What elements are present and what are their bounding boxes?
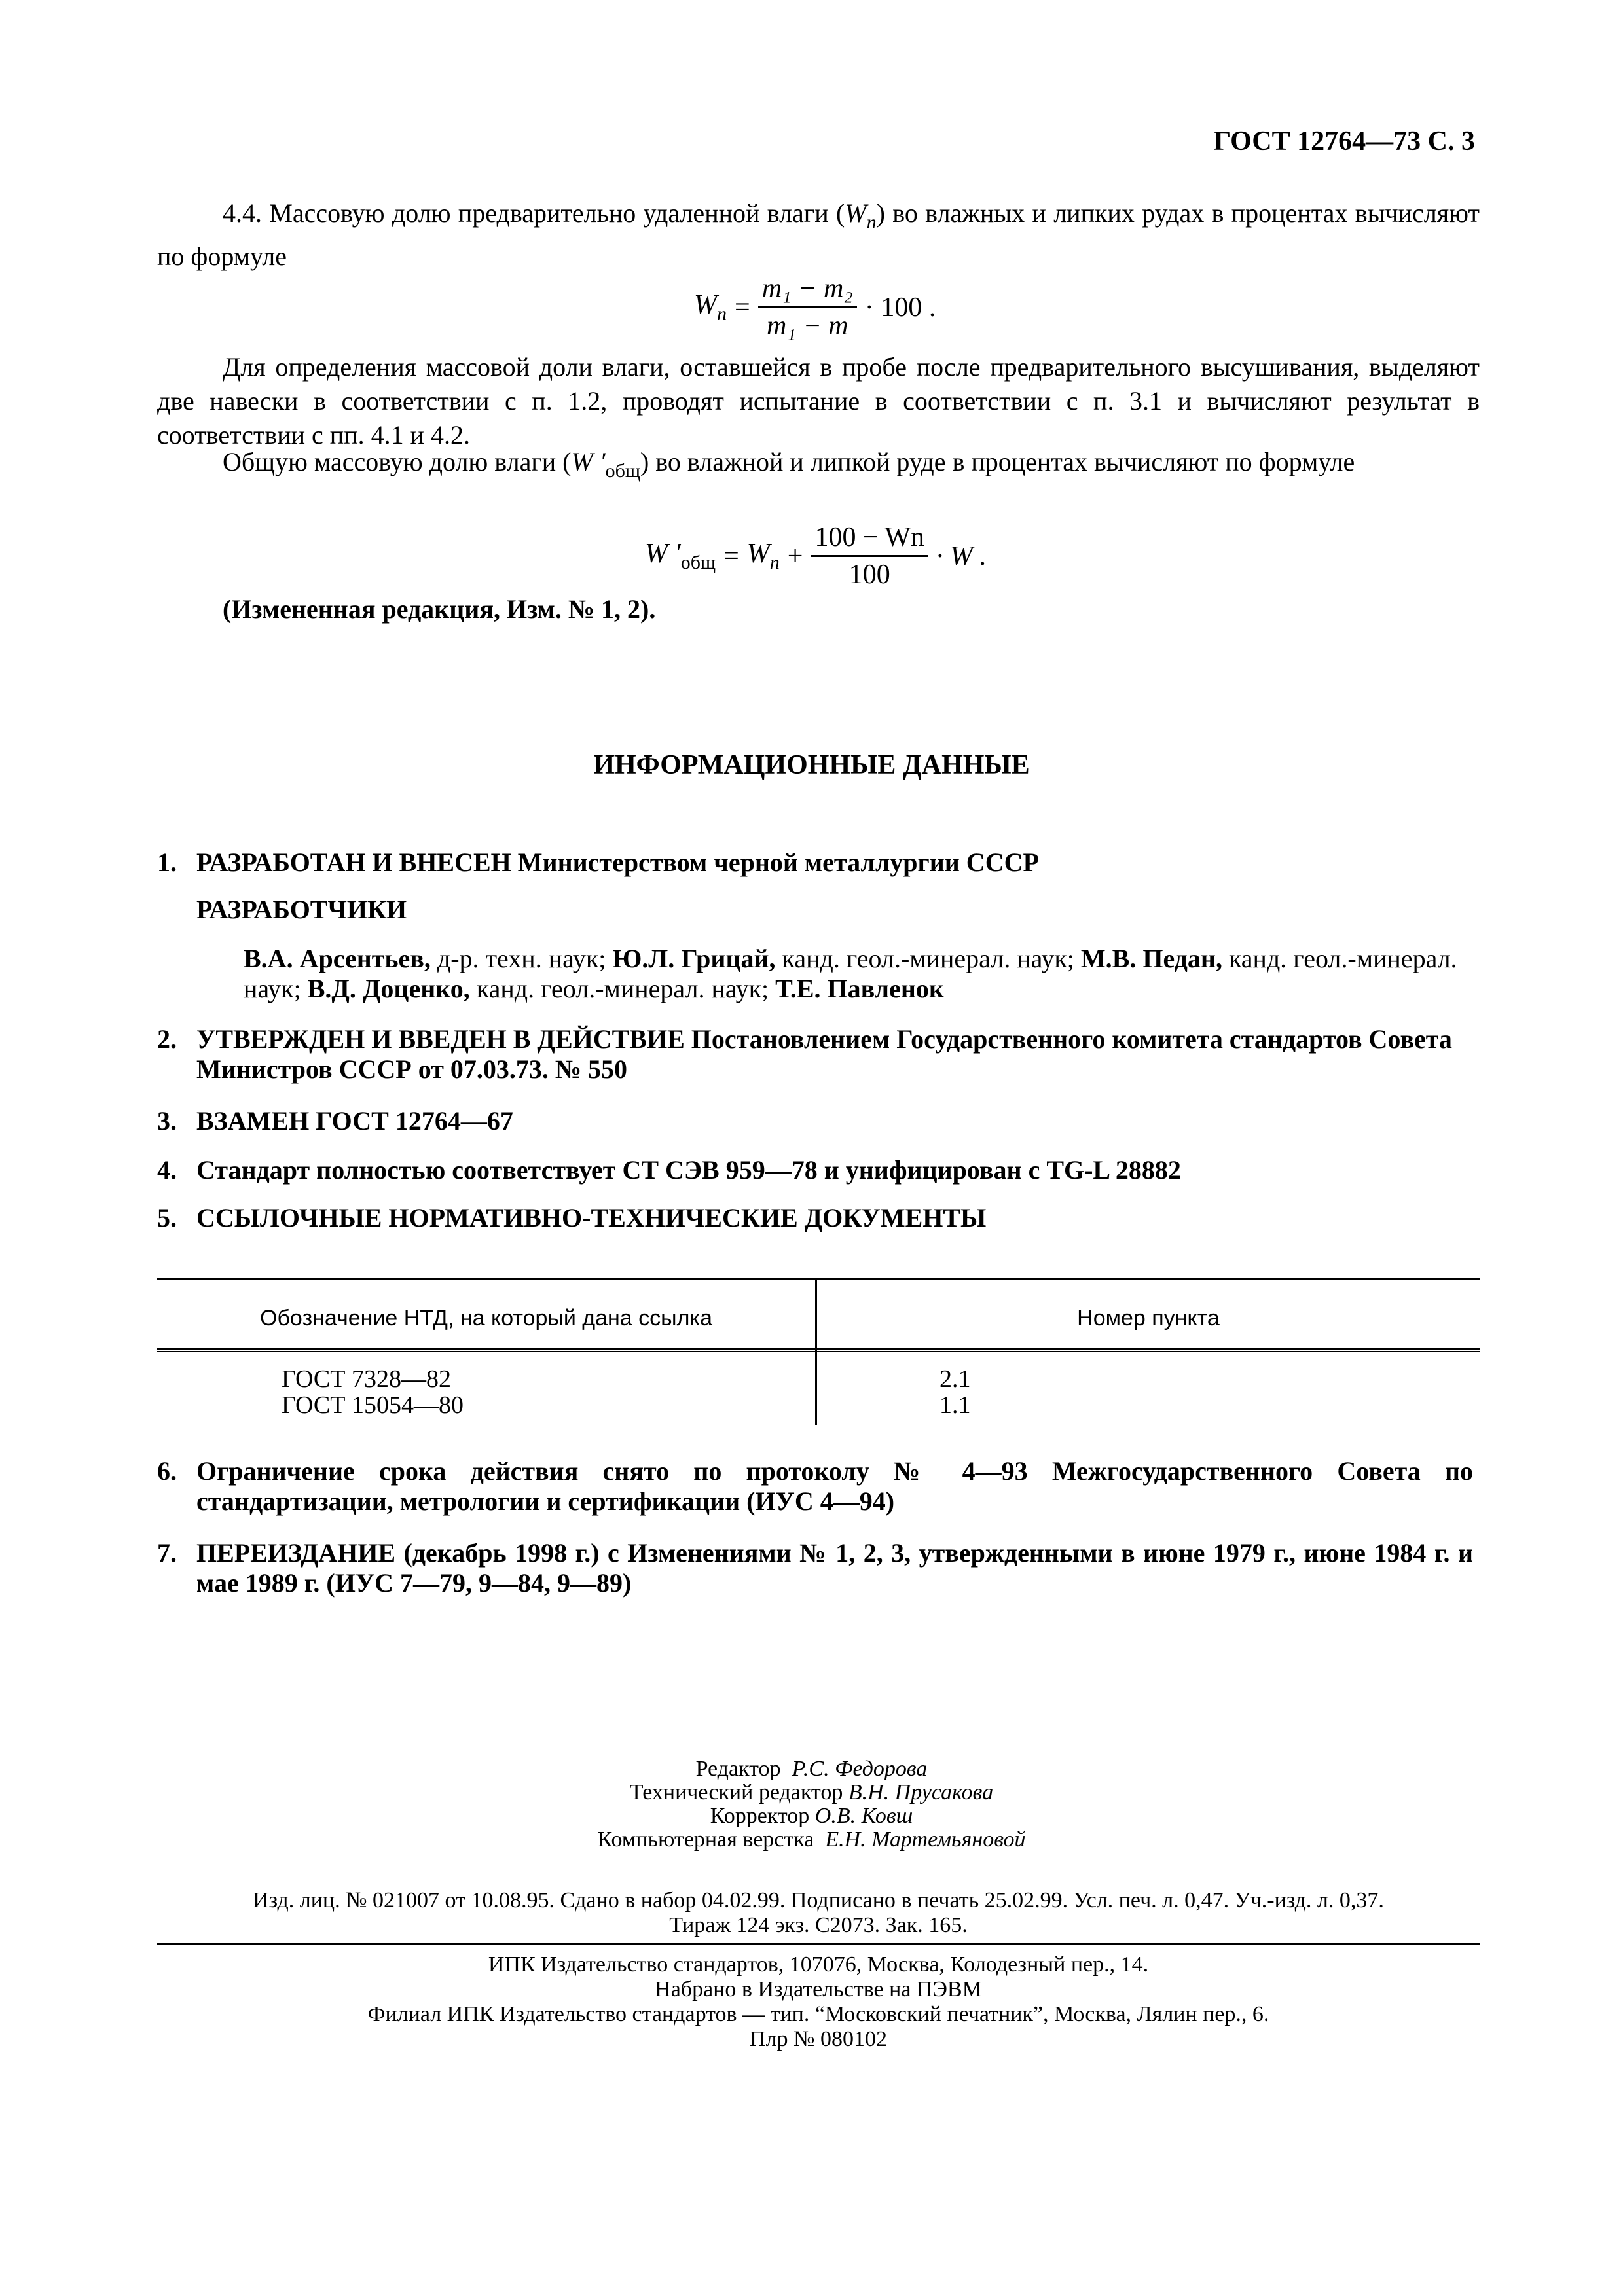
author-name: В.А. Арсентьев, — [244, 944, 431, 973]
author-name: Ю.Л. Грицай, — [612, 944, 776, 973]
credit-name: Р.С. Федорова — [792, 1757, 928, 1781]
imprint-line-2: Тираж 124 экз. С2073. Зак. 165. — [669, 1913, 968, 1937]
f2-lhs-sub: общ — [680, 552, 716, 573]
credit-line — [0, 1781, 1623, 1804]
author-title: канд. геол.-минерал. наук; — [469, 974, 776, 1003]
author-title: канд. геол.-минерал. наук; — [775, 944, 1081, 973]
item-4-text: Стандарт полностью соответствует СТ СЭВ 959—78 и унифицирован с TG-L 28882 — [196, 1155, 1181, 1185]
credit-role: Корректор — [710, 1804, 810, 1828]
p3-intro: Общую массовую долю влаги ( — [223, 447, 572, 476]
p3-sub: общ — [605, 460, 640, 482]
info-item-7 — [157, 1538, 1480, 1598]
item-5-number: 5. — [157, 1203, 177, 1232]
item-7-text: ПЕРЕИЗДАНИЕ (декабрь 1998 г.) с Изменениями № 1, 2, 3, утвержденными в июне 1979 г., июне 1984 г. и мае 1989 г. (ИУС 7—79, 9—84, 9—89) — [196, 1538, 1473, 1598]
f1-tail: · 100 . — [864, 292, 936, 323]
author-name: В.Д. Доценко, — [307, 974, 470, 1003]
paragraph-drying: Для определения массовой доли влаги, оставшейся в пробе после предварительного высушивания, выделяют две навески в соответствии с п. 1.2, проводят испытание в соответствии с п. 3.1 и вычисляют результат в соответствии с пп. 4.1 и 4.2. — [157, 352, 1480, 450]
item-6-text: Ограничение срока действия снято по протоколу № 4—93 Межгосударственного Совета по стандартизации, метрологии и сертификации (ИУС 4—94) — [196, 1456, 1473, 1516]
table-cell-doc: ГОСТ 15054—80 — [282, 1391, 464, 1419]
f2-w: W — [746, 539, 770, 569]
item-7-number: 7. — [157, 1538, 177, 1568]
info-item-4 — [157, 1155, 1480, 1185]
f2-eq: = — [723, 541, 739, 571]
p3-rest: ) во влажной и липкой руде в процентах вычисляют по формуле — [640, 447, 1355, 476]
credit-role: Технический редактор — [629, 1780, 843, 1804]
f1-eq: = — [735, 292, 750, 323]
info-item-6 — [157, 1456, 1480, 1516]
info-item-5 — [157, 1203, 1480, 1233]
info-item-1 — [157, 848, 1480, 878]
p1-rest: ) во влажных и липких рудах в процентах вычисляют по формуле — [157, 198, 1480, 271]
imprint-line-4: Набрано в Издательстве на ПЭВМ — [655, 1977, 982, 2001]
p3-var: W ′ — [571, 447, 606, 476]
table-header-item: Номер пункта — [1077, 1306, 1220, 1331]
credit-name: Е.Н. Мартемьяновой — [825, 1827, 1026, 1852]
credit-role: Редактор — [695, 1757, 781, 1781]
item-3-text: ВЗАМЕН ГОСТ 12764—67 — [196, 1106, 513, 1136]
paragraph-total-moisture — [157, 445, 1480, 488]
author-title: канд. геол.-минерал. наук; — [244, 944, 1457, 1003]
f2-fraction — [811, 524, 928, 588]
item-1-number: 1. — [157, 848, 177, 877]
f1-lhs-var: W — [694, 290, 717, 320]
amendment-note: (Измененная редакция, Изм. № 1, 2). — [223, 594, 656, 624]
item-4-number: 4. — [157, 1155, 177, 1185]
table-header-doc: Обозначение НТД, на который дана ссылка — [260, 1306, 712, 1331]
item-1-text: РАЗРАБОТАН И ВНЕСЕН Министерством черной металлургии СССР — [196, 848, 1039, 877]
f2-lhs-var: W ′ — [645, 539, 681, 569]
table-cell-doc: ГОСТ 7328—82 — [282, 1365, 451, 1393]
authors-list — [244, 944, 1481, 1004]
f2-plus: + — [787, 541, 803, 571]
author-name: М.В. Педан, — [1080, 944, 1222, 973]
credit-name: В.Н. Прусакова — [848, 1780, 994, 1804]
imprint-rule — [157, 1943, 1480, 1945]
imprint-line-5: Филиал ИПК Издательство стандартов — тип. “Московский печатник”, Москва, Лялин пер., 6. — [367, 2002, 1269, 2026]
table-top-rule — [157, 1278, 1480, 1280]
item-6-number: 6. — [157, 1456, 177, 1486]
f2-wsub: n — [769, 552, 780, 573]
f1-numerator: m₁ − m₂ — [758, 275, 857, 308]
f1-denominator: m₁ − m — [766, 311, 848, 341]
table-cell-item: 2.1 — [939, 1365, 971, 1393]
item-2-number: 2. — [157, 1024, 177, 1054]
p1-var: W — [845, 198, 867, 228]
formula-wtotal — [645, 524, 987, 588]
f2-tail: · W . — [936, 541, 987, 571]
p1-intro: 4.4. Массовую долю предварительно удаленной влаги ( — [223, 198, 845, 228]
credit-line — [0, 1804, 1623, 1828]
item-2-text: УТВЕРЖДЕН И ВВЕДЕН В ДЕЙСТВИЕ Постановлением Государственного комитета стандартов Совета Министров СССР от 07.03.73. № 550 — [196, 1024, 1452, 1084]
imprint-line-3: ИПК Издательство стандартов, 107076, Москва, Колодезный пер., 14. — [488, 1952, 1149, 1977]
paragraph-4-4 — [157, 196, 1480, 274]
table-cell-item: 1.1 — [939, 1391, 971, 1419]
f2-denominator: 100 — [848, 560, 890, 590]
item-5-text: ССЫЛОЧНЫЕ НОРМАТИВНО-ТЕХНИЧЕСКИЕ ДОКУМЕНТЫ — [196, 1203, 987, 1232]
imprint-line-6: Плр № 080102 — [750, 2027, 887, 2051]
item-3-number: 3. — [157, 1106, 177, 1136]
info-title: ИНФОРМАЦИОННЫЕ ДАННЫЕ — [593, 750, 1030, 780]
f1-fraction — [758, 275, 857, 340]
f2-numerator: 100 − Wn — [811, 524, 928, 557]
credit-line — [0, 1757, 1623, 1781]
credit-line — [0, 1828, 1623, 1852]
imprint-line-1: Изд. лиц. № 021007 от 10.08.95. Сдано в набор 04.02.99. Подписано в печать 25.02.99. Усл. печ. л. 0,47. Уч.-изд. л. 0,37. — [253, 1888, 1384, 1912]
author-name: Т.Е. Павленок — [775, 974, 944, 1003]
info-item-2 — [157, 1024, 1480, 1085]
page-header: ГОСТ 12764—73 С. 3 — [1213, 126, 1475, 156]
f1-lhs-sub: n — [717, 303, 727, 325]
developers-label: РАЗРАБОТЧИКИ — [196, 895, 407, 924]
credit-name: О.В. Ковш — [814, 1804, 913, 1828]
table-header-rule — [157, 1348, 1480, 1352]
author-title: д-р. техн. наук; — [430, 944, 613, 973]
info-item-3 — [157, 1106, 1480, 1136]
credits-block — [0, 1757, 1623, 1852]
p1-sub: n — [866, 211, 877, 233]
formula-wn — [694, 275, 936, 340]
credit-role: Компьютерная верстка — [597, 1827, 814, 1852]
